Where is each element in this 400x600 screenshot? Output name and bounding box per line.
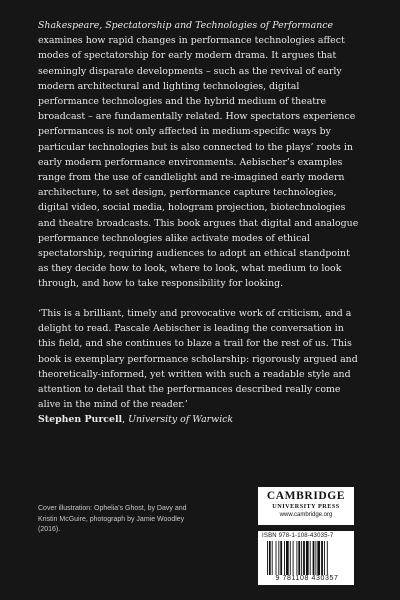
barcode-digits: 9 781108 430357 xyxy=(275,575,339,582)
reviewer-name: Stephen Purcell xyxy=(38,414,123,426)
book-description xyxy=(38,18,360,292)
publisher-url: www.cambridge.org xyxy=(279,512,333,518)
reviewer-separator: , xyxy=(122,414,129,426)
publisher-name: CAMBRIDGE xyxy=(266,490,346,502)
book-title: Shakespeare, Spectatorship and Technologies of Performance xyxy=(38,20,334,31)
description-text: examines how rapid changes in performance technologies affect modes of spectatorship for early modern drama. It argues that seemingly disparate developments – such as the revival of early modern architectural and lighting technologies, digital performance technologies and the hybrid medium of theatre broadcast – are fundamentally related. How spectators experience performances is not only affected in medium-specific ways by particular technologies but is also connected to the plays’ roots in early modern performance environments. Aebischer’s examples range from the use of candlelight and re-imagined early modern architecture, to set design, performance capture technologies, digital video, social media, hologram projection, biotechnologies and theatre broadcasts. This book argues that digital and analogue performance technologies alike activate modes of ethical spectatorship, requiring audiences to adopt an ethical standpoint as they decide how to look, where to look, what medium to look through, and how to take responsibility for looking. xyxy=(38,35,359,290)
review-quote xyxy=(38,306,360,428)
publisher-subname: UNIVERSITY PRESS xyxy=(272,503,340,510)
cover-credit: Cover illustration: Ophelia’s Ghost, by Davy and Kristin McGuire, photograph by Jamie Woodley (2016). xyxy=(38,505,187,533)
publisher-logo xyxy=(258,487,354,525)
barcode-icon xyxy=(267,541,347,575)
quote-text: ‘This is a brilliant, timely and provocative work of criticism, and a delight to read. Pascale Aebischer is leading the conversation in this field, and she continues to blaze a trail for the rest of us. This book is exemplary performance scholarship: rigorously argued and theoretically-informed, yet written with such a readable style and attention to detail that the performances described really come alive in the mind of the reader.’ xyxy=(38,308,358,411)
isbn-label: ISBN 978-1-108-43035-7 xyxy=(262,533,334,539)
reviewer-affiliation: University of Warwick xyxy=(128,414,234,426)
barcode-panel xyxy=(258,531,354,585)
